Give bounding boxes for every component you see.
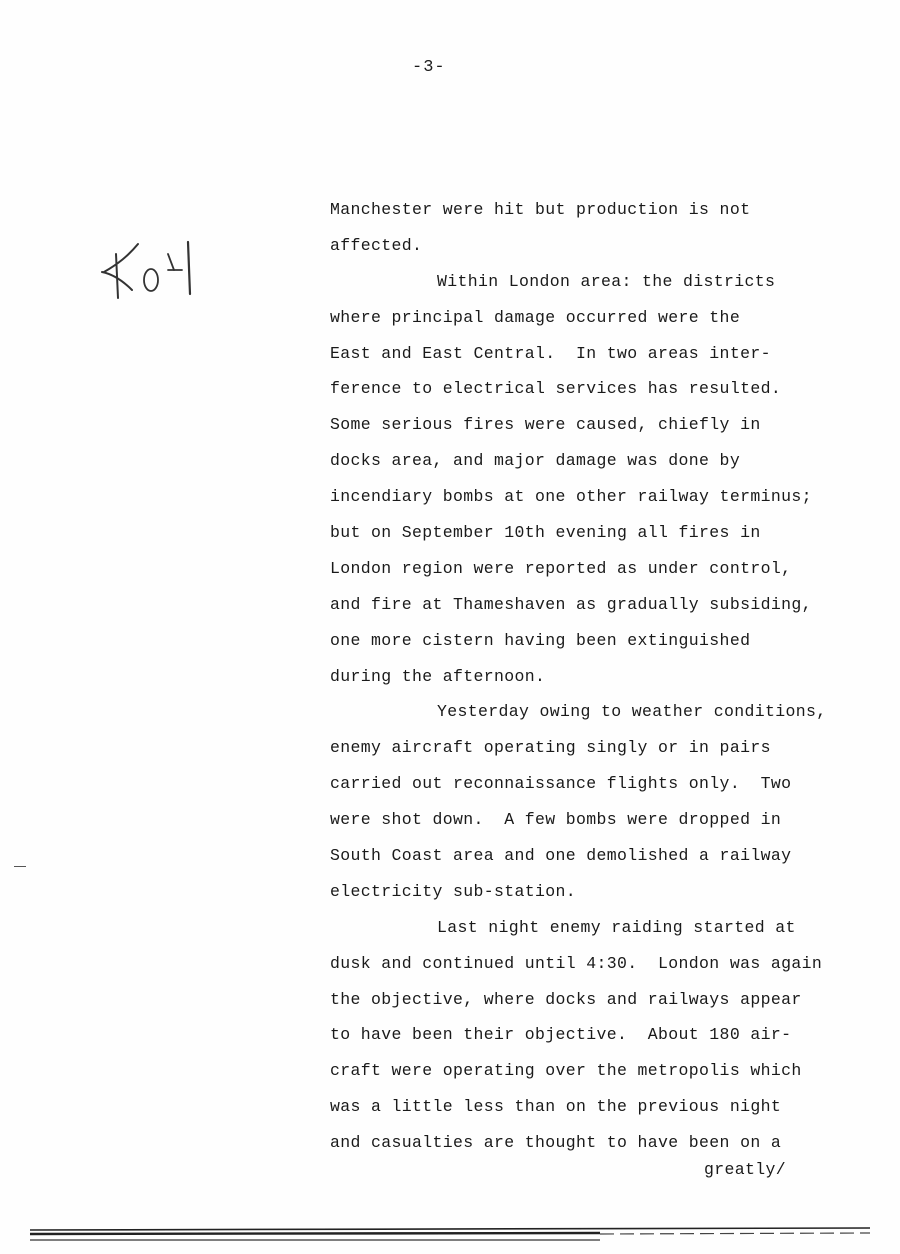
text-line: Manchester were hit but production is not (330, 200, 751, 219)
text-line: electricity sub-station. (330, 881, 577, 901)
text-line: Within London area: the districts (437, 271, 776, 291)
text-line: where principal damage occurred were the (330, 307, 741, 327)
text-line: affected. (330, 235, 423, 255)
text-line: craft were operating over the metropolis which (330, 1061, 802, 1081)
text-line: Last night enemy raiding started at (437, 917, 796, 937)
text-line: and fire at Thameshaven as gradually subsiding, (330, 594, 812, 614)
text-line: enemy aircraft operating singly or in pairs (330, 738, 771, 758)
text-line: carried out reconnaissance flights only. Two (330, 774, 792, 794)
margin-dash (14, 866, 26, 867)
handwritten-margin-annotation (96, 232, 206, 302)
text-line: docks area, and major damage was done by (330, 451, 741, 471)
footer-rule-lines (0, 1220, 900, 1254)
text-line: to have been their objective. About 180 air- (330, 1025, 792, 1045)
text-line: were shot down. A few bombs were dropped in (330, 810, 782, 830)
text-line: Some serious fires were caused, chiefly in (330, 415, 761, 435)
text-line: South Coast area and one demolished a railway (330, 846, 792, 866)
text-line: incendiary bombs at one other railway terminus; (330, 487, 812, 507)
catchword: greatly/ (704, 1160, 787, 1179)
text-line: the objective, where docks and railways appear (330, 989, 802, 1009)
text-line: East and East Central. In two areas inter- (330, 343, 771, 363)
body-text (330, 192, 870, 1161)
text-line: but on September 10th evening all fires in (330, 523, 761, 543)
text-line: during the afternoon. (330, 666, 546, 686)
text-line: one more cistern having been extinguished (330, 630, 751, 650)
text-line: and casualties are thought to have been on a (330, 1133, 782, 1153)
text-line: Yesterday owing to weather conditions, (437, 702, 827, 722)
text-line: ference to electrical services has resulted. (330, 379, 782, 399)
text-line: dusk and continued until 4:30. London was again (330, 953, 823, 973)
page-number: -3- (412, 58, 446, 77)
text-line: London region were reported as under control, (330, 558, 792, 578)
text-line: was a little less than on the previous night (330, 1097, 782, 1117)
